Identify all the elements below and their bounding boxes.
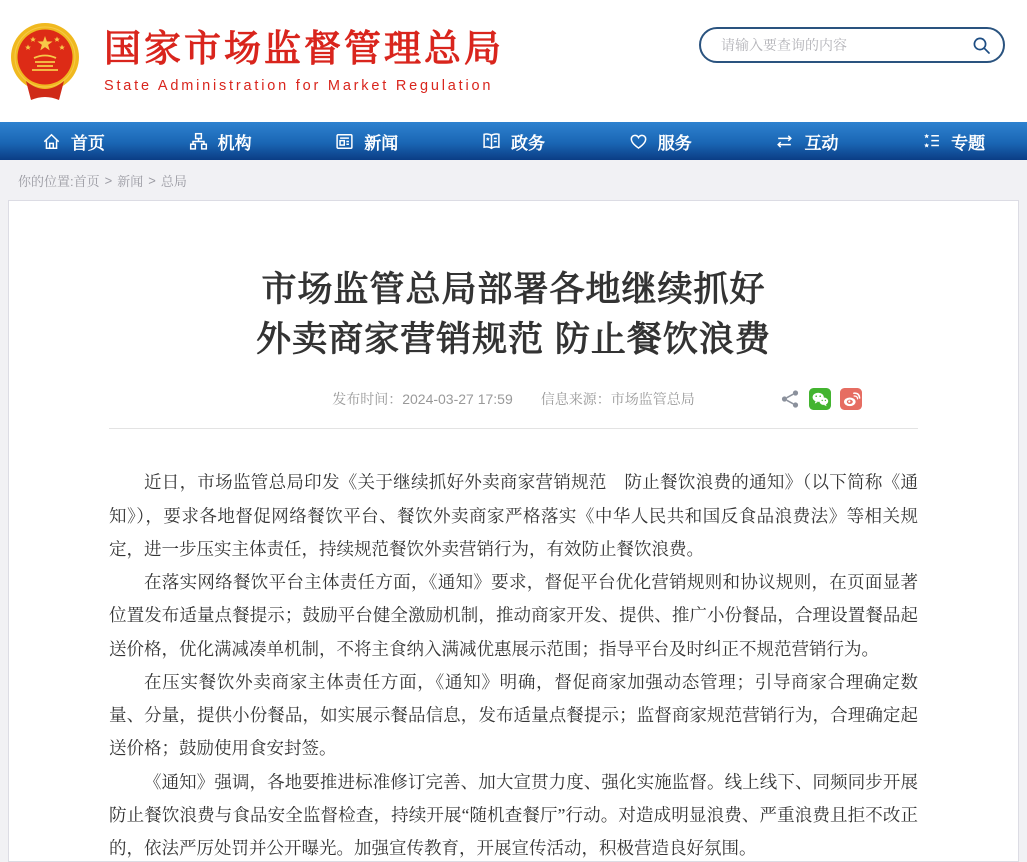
starred-list-icon (922, 132, 941, 151)
search-input[interactable] (719, 36, 972, 54)
article-body (109, 466, 918, 862)
article-paragraph: 在落实网络餐饮平台主体责任方面，《通知》要求，督促平台优化营销规则和协议规则，在页面显著位置发布适量点餐提示；鼓励平台健全激励机制，推动商家开发、提供、推广小份餐品，合理设置餐品起送价格，优化满减凑单机制，不将主食纳入满减优惠展示范围；指导平台及时纠正不规范营销行为。 (109, 572, 918, 659)
wechat-share-button[interactable] (809, 388, 831, 410)
nav-item-topics[interactable] (880, 122, 1027, 160)
publish-time-value: 2024-03-27 17:59 (402, 391, 513, 408)
breadcrumb-link-home[interactable]: 首页 (73, 173, 100, 189)
wechat-icon (809, 388, 831, 410)
nav-item-label: 新闻 (364, 133, 399, 153)
search-icon (972, 36, 991, 55)
breadcrumb-separator: > (104, 172, 113, 188)
swap-arrows-icon (775, 132, 794, 151)
breadcrumb-separator: > (148, 172, 156, 188)
sitemap-icon (189, 132, 208, 151)
breadcrumb-prefix: 你的位置: (18, 173, 74, 189)
site-name-en: State Administration for Market Regulation (104, 77, 494, 94)
source-value: 市场监管总局 (610, 391, 695, 408)
nav-item-services[interactable] (587, 122, 734, 160)
site-name-zh: 国家市场监督管理总局 (104, 28, 504, 70)
share-icon (780, 389, 800, 409)
breadcrumb (0, 160, 1027, 200)
nav-item-label: 机构 (217, 133, 252, 153)
search-box[interactable] (699, 27, 1005, 63)
article-paragraph: 近日，市场监管总局印发《关于继续抓好外卖商家营销规范 防止餐饮浪费的通知》（以下简称《通知》），要求各地督促网络餐饮平台、餐饮外卖商家严格落实《中华人民共和国反食品浪费法》等相关规定，进一步压实主体责任，持续规范餐饮外卖营销行为，有效防止餐饮浪费。 (109, 472, 918, 559)
nav-item-orgs[interactable] (147, 122, 294, 160)
site-header (0, 0, 1027, 122)
publish-time-label: 发布时间： (332, 391, 403, 408)
main-nav (0, 122, 1027, 160)
nav-item-home[interactable] (0, 122, 147, 160)
gov-book-icon (482, 132, 501, 151)
source-label: 信息来源： (540, 391, 611, 408)
article-title-line1: 市场监管总局部署各地继续抓好 (261, 270, 766, 309)
nav-item-gov[interactable] (440, 122, 587, 160)
article-paragraph: 在压实餐饮外卖商家主体责任方面，《通知》明确，督促商家加强动态管理；引导商家合理确定数量、分量，提供小份餐品，如实展示餐品信息，发布适量点餐提示；监督商家规范营销行为，合理确定起送价格；鼓励使用食安封签。 (109, 671, 918, 759)
nav-item-label: 服务 (657, 133, 692, 153)
article-meta-row (109, 384, 918, 414)
search-button[interactable] (972, 36, 991, 55)
national-emblem-logo[interactable] (8, 17, 82, 110)
nav-item-news[interactable] (293, 122, 440, 160)
article-title-line2: 外卖商家营销规范 防止餐饮浪费 (256, 319, 771, 359)
weibo-icon (840, 388, 862, 410)
weibo-share-button[interactable] (840, 388, 862, 410)
nav-item-label: 首页 (70, 133, 105, 153)
breadcrumb-link-news[interactable]: 新闻 (117, 173, 144, 189)
heart-icon (629, 132, 648, 151)
article-panel (8, 200, 1019, 862)
nav-item-interaction[interactable] (734, 122, 881, 160)
article-title (109, 265, 918, 364)
nav-item-label: 政务 (511, 133, 546, 153)
share-buttons (780, 388, 862, 410)
nav-item-label: 专题 (951, 133, 986, 153)
meta-divider (109, 428, 918, 429)
newspaper-icon (335, 132, 354, 151)
share-button[interactable] (780, 389, 800, 409)
article-paragraph: 《通知》强调，各地要推进标准修订完善、加大宣贯力度、强化实施监督。线上线下、同频同步开展防止餐饮浪费与食品安全监督检查，持续开展“随机查餐厅”行动。对造成明显浪费、严重浪费且拒不改正的，依法严厉处罚并公开曝光。加强宣传教育，开展宣传活动，积极营造良好氛围。 (109, 771, 918, 859)
site-title-block (104, 28, 504, 94)
breadcrumb-link-bureau[interactable]: 总局 (160, 173, 187, 189)
home-icon (42, 132, 61, 151)
nav-item-label: 互动 (804, 133, 839, 153)
national-emblem-icon (8, 17, 82, 105)
